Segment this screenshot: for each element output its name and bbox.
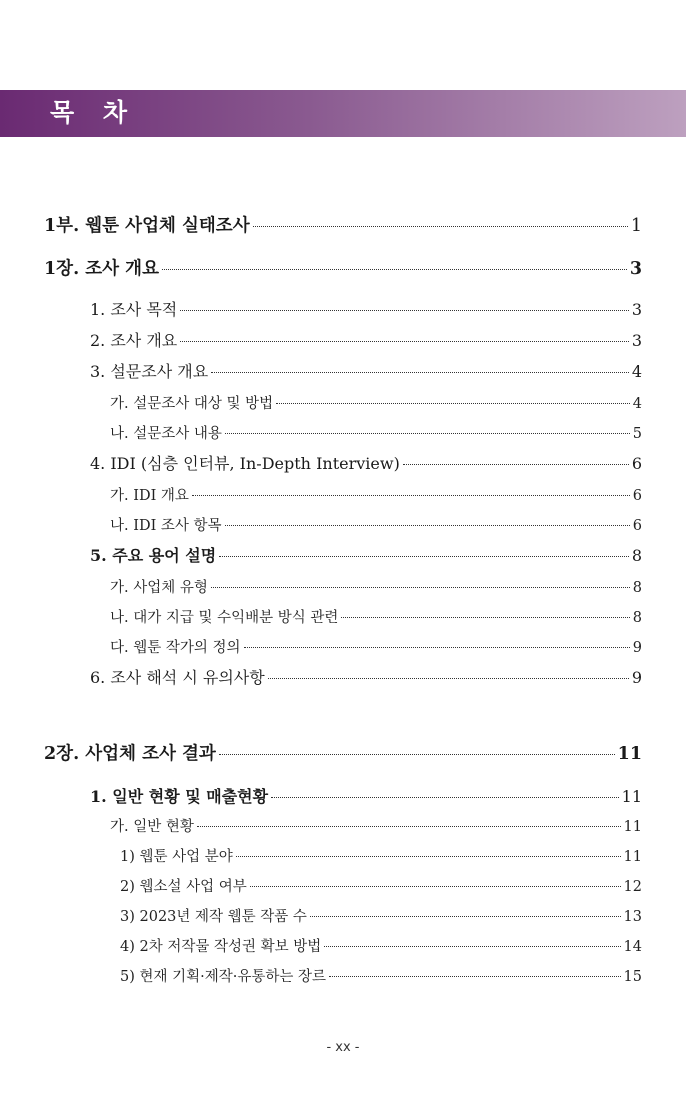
toc-leader (180, 310, 629, 311)
toc-subsection[interactable] (110, 514, 642, 535)
toc-label: 1부. 웹툰 사업체 실태조사 (44, 216, 250, 236)
toc-item[interactable] (120, 905, 642, 926)
toc-label: 2장. 사업체 조사 결과 (44, 744, 216, 764)
toc-page: 3 (629, 259, 642, 279)
toc-label: 가. 설문조사 대상 및 방법 (110, 396, 274, 412)
toc-section[interactable] (90, 297, 642, 320)
toc-label: 1장. 조사 개요 (44, 259, 159, 279)
toc-page: 11 (623, 849, 642, 865)
toc-leader (219, 556, 629, 557)
toc-leader (211, 587, 630, 588)
toc-subsection[interactable] (110, 606, 642, 627)
toc-leader (236, 856, 621, 857)
toc-page: 6 (631, 454, 642, 473)
toc-subsection[interactable] (110, 636, 642, 657)
toc-leader (225, 525, 630, 526)
toc-page: 8 (632, 580, 642, 596)
toc-leader (162, 269, 627, 270)
toc-item[interactable] (120, 965, 642, 986)
toc-label: 가. 사업체 유형 (110, 580, 208, 596)
toc-page: 3 (631, 331, 642, 350)
toc-leader (341, 617, 629, 618)
toc-part-1[interactable] (44, 212, 642, 237)
toc-label: 나. IDI 조사 항목 (110, 518, 222, 534)
toc-label: 1. 조사 목적 (90, 300, 178, 319)
toc-label: 1) 웹툰 사업 분야 (120, 849, 233, 865)
toc-label: 6. 조사 해석 시 유의사항 (90, 668, 265, 687)
toc-label: 다. 웹툰 작가의 정의 (110, 640, 241, 656)
toc-label: 2. 조사 개요 (90, 331, 178, 350)
toc-leader (324, 946, 620, 947)
toc-page: 13 (623, 909, 642, 925)
toc-page: 6 (632, 488, 642, 504)
toc-label: 가. 일반 현황 (110, 819, 194, 835)
toc-leader (225, 433, 630, 434)
toc-item[interactable] (120, 875, 642, 896)
toc-page: 6 (632, 518, 642, 534)
toc-label: 가. IDI 개요 (110, 488, 189, 504)
toc-page: 8 (632, 610, 642, 626)
toc-leader (250, 886, 621, 887)
page-title: 목 차 (50, 98, 138, 127)
toc-section[interactable] (90, 328, 642, 351)
toc-page: 3 (631, 300, 642, 319)
toc-page: 11 (617, 744, 642, 764)
toc-leader (211, 372, 629, 373)
toc-label: 3) 2023년 제작 웹툰 작품 수 (120, 909, 307, 925)
toc-leader (271, 797, 619, 798)
toc-label: 2) 웹소설 사업 여부 (120, 879, 247, 895)
toc-leader (197, 826, 621, 827)
toc-leader (268, 678, 629, 679)
toc-item[interactable] (120, 845, 642, 866)
toc-page: 12 (623, 879, 642, 895)
toc-page: 1 (630, 216, 642, 236)
toc-leader (403, 464, 629, 465)
toc-leader (276, 403, 630, 404)
toc-page: 14 (623, 939, 642, 955)
toc-chapter-2[interactable] (44, 740, 642, 765)
toc-page: 11 (623, 819, 642, 835)
toc-leader (329, 976, 621, 977)
toc-section[interactable] (90, 359, 642, 382)
toc-leader (244, 647, 630, 648)
toc-label: 5) 현재 기획·제작·유통하는 장르 (120, 969, 327, 985)
toc-label: 나. 대가 지급 및 수익배분 방식 관련 (110, 610, 339, 626)
toc-label: 4) 2차 저작물 작성권 확보 방법 (120, 939, 322, 955)
toc-section[interactable] (90, 543, 642, 566)
toc-page: 4 (632, 396, 642, 412)
toc-label: 나. 설문조사 내용 (110, 426, 222, 442)
toc-leader (253, 226, 628, 227)
toc-page: 5 (632, 426, 642, 442)
toc-subsection[interactable] (110, 815, 642, 836)
toc-page: 15 (623, 969, 642, 985)
toc-label: 5. 주요 용어 설명 (90, 546, 217, 565)
page-number-footer: - xx - (326, 1040, 360, 1055)
toc-leader (310, 916, 621, 917)
toc-page: 4 (631, 362, 642, 381)
toc-leader (180, 341, 629, 342)
toc-subsection[interactable] (110, 392, 642, 413)
toc-page: 9 (631, 668, 642, 687)
toc-label: 3. 설문조사 개요 (90, 362, 209, 381)
toc-subsection[interactable] (110, 576, 642, 597)
toc-label: 1. 일반 현황 및 매출현황 (90, 787, 269, 806)
toc-subsection[interactable] (110, 422, 642, 443)
toc-section[interactable] (90, 665, 642, 688)
toc-item[interactable] (120, 935, 642, 956)
toc-leader (192, 495, 630, 496)
toc-subsection[interactable] (110, 484, 642, 505)
toc-section[interactable] (90, 451, 642, 474)
toc-page: 8 (631, 546, 642, 565)
toc-chapter-1[interactable] (44, 255, 642, 280)
toc-leader (219, 754, 615, 755)
toc-section[interactable] (90, 784, 642, 807)
title-banner (0, 90, 686, 137)
toc-label: 4. IDI (심층 인터뷰, In-Depth Interview) (90, 454, 400, 473)
toc-page: 11 (621, 787, 642, 806)
toc-page: 9 (632, 640, 642, 656)
